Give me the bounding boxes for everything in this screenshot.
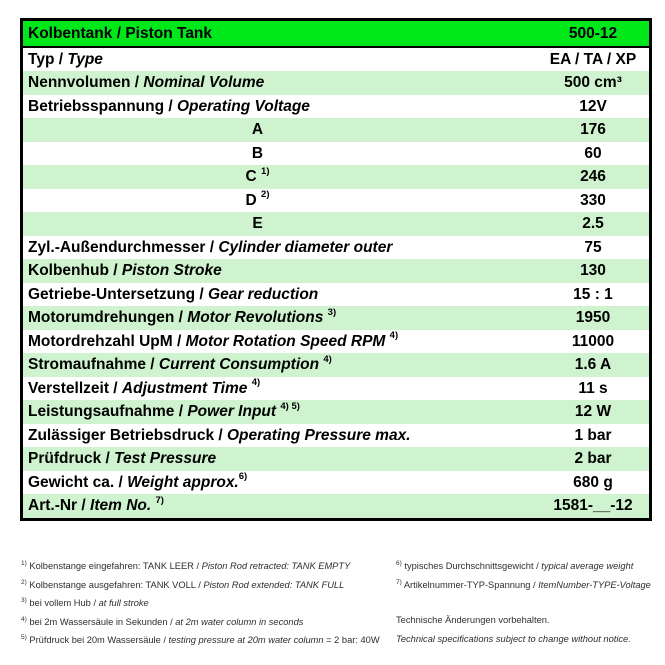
label-german: Leistungsaufnahme	[28, 403, 175, 420]
row-value: 680 g	[573, 473, 613, 491]
footnote-marker: 7)	[155, 494, 164, 506]
row-label	[23, 146, 537, 162]
footnote-english: Piston Rod extended: TANK FULL	[203, 579, 345, 590]
footnote-marker: 4)	[389, 330, 399, 342]
row-label: Art.-Nr / Item No. $^{7)}$	[28, 494, 164, 514]
label-english: Test Pressure	[114, 450, 217, 467]
row-value: 60	[584, 144, 602, 162]
spec-row	[23, 471, 649, 495]
label-german: Motorumdrehungen	[28, 309, 175, 326]
footnote-english: at full stroke	[98, 598, 149, 609]
label-german: Zulässiger Betriebsdruck	[28, 426, 215, 444]
footnote: $^{4)}$ bei 2m Wassersäule in Sekunden / at 2m water column in seconds	[21, 615, 304, 627]
footnote-number: 7)	[396, 578, 402, 586]
spec-row	[23, 236, 649, 260]
row-value: 2 bar	[574, 450, 612, 467]
footnote-marker: 4)	[251, 377, 261, 389]
label-german: Getriebe-Untersetzung	[28, 285, 196, 303]
row-value: 1 bar	[574, 426, 612, 444]
footnote-marker: 2)	[261, 189, 270, 201]
label-english: Motor Revolutions	[187, 309, 324, 326]
label-german: Gewicht ca.	[28, 473, 115, 491]
row-label: Betriebsspannung / Operating Voltage	[28, 97, 310, 115]
row-value: 330	[580, 191, 606, 209]
footnote: $^{2)}$ Kolbenstange ausgefahren: TANK VOLL / Piston Rod extended: TANK FULL	[21, 578, 345, 590]
row-value: 75	[584, 238, 602, 256]
label-english: Operating Voltage	[177, 97, 310, 115]
footnote-number: 2)	[21, 578, 27, 586]
footnote: $^{5)}$ Prüfdruck bei 20m Wassersäule / testing pressure at 20m water column = 2 bar: 40W	[21, 634, 380, 646]
spec-row	[23, 424, 649, 448]
spec-row	[23, 165, 649, 189]
row-value: 500 cm³	[564, 74, 622, 91]
footnote-marker: 3)	[327, 306, 337, 318]
footnote-english: testing pressure at 20m water column	[168, 635, 324, 646]
footnote-number: 5)	[21, 634, 27, 642]
row-label: Kolbenhub / Piston Stroke	[28, 262, 222, 279]
label-english: Motor Rotation Speed RPM	[185, 332, 386, 350]
row-value: 1.6 A	[574, 356, 612, 373]
spec-row	[23, 494, 649, 518]
spec-row	[23, 306, 649, 330]
footnote-number: 6)	[396, 559, 402, 567]
row-value: 1581-__-12	[553, 497, 633, 514]
footnotes-left-column	[21, 561, 391, 654]
footnotes-right-column	[396, 561, 661, 652]
row-value: 176	[580, 121, 606, 138]
row-label: Getriebe-Untersetzung / Gear reduction	[28, 285, 319, 303]
row-label: Kolbentank / Piston Tank	[28, 24, 213, 42]
label-english: Type	[67, 50, 103, 68]
row-label: Motordrehzahl UpM / Motor Rotation Speed RPM $^{4)}$	[28, 330, 399, 350]
row-value: 1950	[575, 309, 611, 326]
label-english: Cylinder diameter outer	[218, 238, 393, 256]
row-value: 15 : 1	[573, 285, 613, 303]
row-value: 12 W	[574, 403, 612, 420]
row-value: EA / TA / XP	[549, 50, 637, 68]
label-english: Piston Stroke	[121, 262, 222, 279]
label-english: Current Consumption	[158, 356, 320, 373]
row-label: Zulässiger Betriebsdruck / Operating Pressure max.	[28, 426, 411, 444]
label-german: Typ	[28, 50, 55, 68]
label-german: Stromaufnahme	[28, 356, 146, 373]
spec-row	[23, 447, 649, 471]
spec-table	[20, 18, 652, 521]
notice-english: Technical specifications subject to change without notice.	[396, 633, 631, 644]
row-label: Nennvolumen / Nominal Volume	[28, 74, 265, 91]
spec-row	[23, 118, 649, 142]
label-english: Item No.	[90, 497, 152, 514]
label-english: Weight approx.	[127, 473, 239, 491]
footnote-number: 4)	[21, 615, 27, 623]
row-label	[23, 216, 537, 232]
row-label: Prüfdruck / Test Pressure	[28, 450, 217, 467]
row-label: Stromaufnahme / Current Consumption $^{4)}$	[28, 353, 332, 373]
spec-row	[23, 377, 649, 401]
row-label	[23, 122, 537, 138]
footnote-number: 3)	[21, 597, 27, 605]
label-english: Piston Tank	[125, 24, 213, 42]
label-english: Adjustment Time	[121, 379, 248, 397]
footnote: $^{1)}$ Kolbenstange eingefahren: TANK LEER / Piston Rod retracted: TANK EMPTY	[21, 559, 351, 571]
change-notice	[396, 615, 661, 652]
footnote-marker: 4)	[323, 353, 332, 365]
label-english: Nominal Volume	[143, 74, 265, 91]
row-label: Motorumdrehungen / Motor Revolutions $^{3)}$	[28, 306, 337, 326]
row-value: 11000	[571, 332, 615, 350]
row-label: Verstellzeit / Adjustment Time $^{4)}$	[28, 377, 261, 397]
footnote-english: ItemNumber-TYPE-Voltage	[538, 579, 651, 590]
footnote: $^{7)}$ Artikelnummer-TYP-Spannung / ItemNumber-TYPE-Voltage	[396, 578, 651, 590]
footnote: $^{3)}$ bei vollem Hub / at full stroke	[21, 597, 149, 609]
row-label: Gewicht ca. / Weight approx.$^{6)}$	[28, 471, 248, 491]
row-value: 12V	[579, 97, 607, 115]
label-german: Art.-Nr	[28, 497, 78, 514]
row-value: 11 s	[578, 379, 608, 397]
footnote-marker: 4) 5)	[280, 400, 300, 412]
spec-row	[23, 330, 649, 354]
row-value: 2.5	[582, 215, 604, 232]
footnote-english: at 2m water column in seconds	[175, 616, 304, 627]
label-german: E	[252, 215, 263, 232]
label-german: Kolbentank	[28, 24, 113, 42]
row-label: Leistungsaufnahme / Power Input $^{4) 5)}$	[28, 400, 300, 420]
row-label: Typ / Type	[28, 50, 103, 68]
footnote-english: Piston Rod retracted: TANK EMPTY	[201, 561, 351, 571]
footnote-english: typical average weight	[541, 561, 634, 571]
label-german: C	[245, 168, 257, 185]
footnote-marker: 1)	[261, 165, 270, 177]
spec-row	[23, 48, 649, 72]
row-label: Zyl.-Außendurchmesser / Cylinder diameter outer	[28, 238, 393, 256]
label-english: Operating Pressure max.	[227, 426, 411, 444]
footnote-number: 1)	[21, 559, 27, 567]
spec-row	[23, 189, 649, 213]
label-german: B	[251, 144, 264, 162]
spec-row	[23, 71, 649, 95]
spec-row	[23, 400, 649, 424]
label-german: A	[251, 121, 264, 138]
spec-row	[23, 142, 649, 166]
row-value: 246	[580, 168, 606, 185]
label-german: Motordrehzahl UpM	[28, 332, 173, 350]
spec-header-row	[23, 21, 649, 48]
spec-row	[23, 259, 649, 283]
row-value: 130	[580, 262, 606, 279]
footnote: $^{6)}$ typisches Durchschnittsgewicht / typical average weight	[396, 559, 634, 571]
label-english: Gear reduction	[208, 285, 319, 303]
label-german: Prüfdruck	[28, 450, 102, 467]
row-label	[23, 189, 537, 209]
footnote-marker: 6)	[238, 471, 248, 483]
label-german: Betriebsspannung	[28, 97, 165, 115]
spec-row	[23, 212, 649, 236]
label-german: D	[245, 191, 257, 209]
label-english: Power Input	[187, 403, 277, 420]
spec-row	[23, 283, 649, 307]
label-german: Kolbenhub	[28, 262, 109, 279]
spec-table-body	[23, 21, 649, 518]
spec-row	[23, 353, 649, 377]
label-german: Nennvolumen	[28, 74, 131, 91]
footnotes-right-list	[396, 561, 661, 598]
row-value: 500-12	[568, 24, 618, 42]
notice-german: Technische Änderungen vorbehalten.	[396, 615, 550, 626]
row-label	[23, 165, 537, 185]
label-german: Verstellzeit	[28, 379, 109, 397]
label-german: Zyl.-Außendurchmesser	[28, 238, 206, 256]
spec-row	[23, 95, 649, 119]
